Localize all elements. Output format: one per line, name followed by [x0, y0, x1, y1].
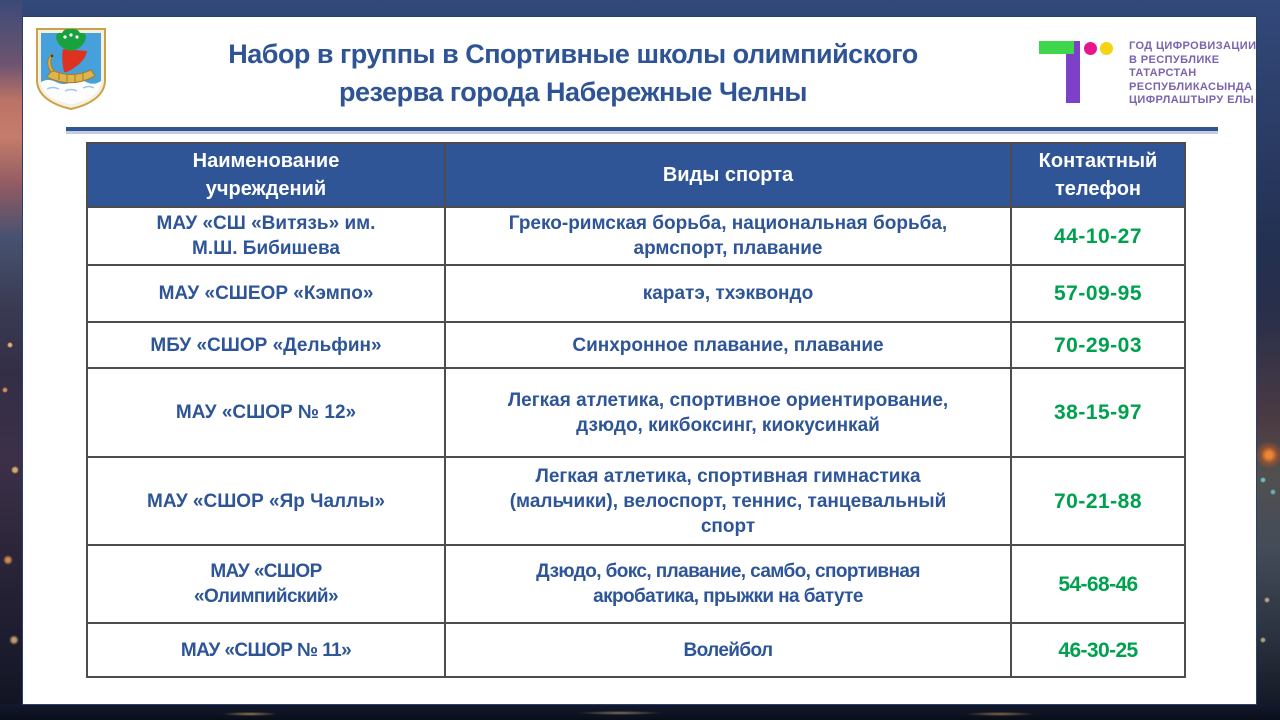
- t-mark-magenta-dot: [1084, 42, 1097, 55]
- background-right-buildings-strip: [1257, 0, 1280, 720]
- table-row: [87, 457, 1185, 545]
- sports-cell: каратэ, тхэквондо: [445, 265, 1011, 322]
- sports-cell: Дзюдо, бокс, плавание, самбо, спортивная акробатика, прыжки на батуте: [445, 545, 1011, 623]
- phone-cell: 57-09-95: [1011, 265, 1185, 322]
- sports-cell: Легкая атлетика, спортивная гимнастика (мальчики), велоспорт, теннис, танцевальный спорт: [445, 457, 1011, 545]
- institution-cell: МАУ «СШЕОР «Кэмпо»: [87, 265, 445, 322]
- table-row: [87, 322, 1185, 368]
- sports-cell: Греко-римская борьба, национальная борьба, армспорт, плавание: [445, 207, 1011, 265]
- column-header-sports: Виды спорта: [445, 143, 1011, 207]
- table-row: [87, 623, 1185, 677]
- slide-title-line2: резерва города Набережные Челны: [339, 77, 807, 107]
- logo-text-line: В РЕСПУБЛИКЕ: [1129, 53, 1220, 66]
- t-mark-yellow-dot: [1100, 42, 1113, 55]
- logo-text-line: ТАТАРСТАН: [1129, 67, 1197, 79]
- digital-year-t-mark-icon: [1039, 41, 1129, 121]
- slide-content-panel: [22, 16, 1257, 705]
- sports-cell: Синхронное плавание, плавание: [445, 322, 1011, 368]
- phone-cell: 38-15-97: [1011, 368, 1185, 457]
- sports-cell: Легкая атлетика, спортивное ориентирование, дзюдо, кикбоксинг, киокусинкай: [445, 368, 1011, 457]
- table-row: [87, 265, 1185, 322]
- institution-cell: МАУ «СШ «Витязь» им. М.Ш. Бибишева: [87, 207, 445, 265]
- column-header-phone: Контактный телефон: [1011, 143, 1185, 207]
- institution-cell: МАУ «СШОР № 12»: [87, 368, 445, 457]
- background-bottom-road-strip: [0, 704, 1280, 720]
- background-left-sunset-strip: [0, 0, 22, 720]
- phone-cell: 46-30-25: [1011, 623, 1185, 677]
- slide-title: [103, 35, 1043, 111]
- title-separator-line: [66, 127, 1218, 131]
- institution-cell: МБУ «СШОР «Дельфин»: [87, 322, 445, 368]
- sports-cell: Волейбол: [445, 623, 1011, 677]
- sports-schools-table: [86, 142, 1186, 678]
- table-row: [87, 368, 1185, 457]
- institution-cell: МАУ «СШОР № 11»: [87, 623, 445, 677]
- institution-cell: МАУ «СШОР «Олимпийский»: [87, 545, 445, 623]
- phone-cell: 70-21-88: [1011, 457, 1185, 545]
- phone-cell: 54-68-46: [1011, 545, 1185, 623]
- table-row: [87, 545, 1185, 623]
- table-header-row: [87, 143, 1185, 207]
- digital-year-logo-text: [1129, 40, 1259, 108]
- logo-text-line: РЕСПУБЛИКАСЫНДА: [1129, 80, 1253, 93]
- logo-text-line: ГОД ЦИФРОВИЗАЦИИ: [1129, 40, 1257, 52]
- t-mark-horizontal-bar: [1039, 41, 1074, 54]
- logo-text-line: ЦИФРЛАШТЫРУ ЕЛЫ: [1129, 94, 1255, 106]
- column-header-institution: Наименование учреждений: [87, 143, 445, 207]
- phone-cell: 70-29-03: [1011, 322, 1185, 368]
- slide-title-line1: Набор в группы в Спортивные школы олимпийского: [228, 39, 918, 69]
- coat-of-arms-icon: [35, 27, 107, 111]
- phone-cell: 44-10-27: [1011, 207, 1185, 265]
- institution-cell: МАУ «СШОР «Яр Чаллы»: [87, 457, 445, 545]
- table-row: [87, 207, 1185, 265]
